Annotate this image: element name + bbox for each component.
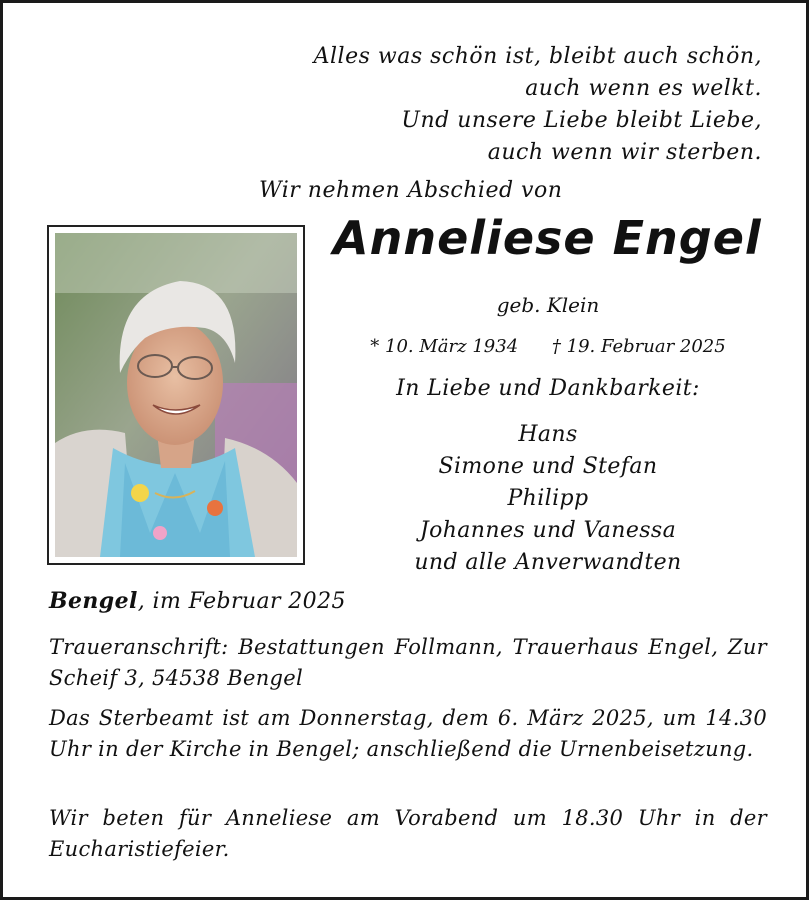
portrait-photo-frame <box>47 225 305 565</box>
life-dates <box>323 336 773 357</box>
place-town: Bengel <box>49 588 138 614</box>
poem <box>314 41 762 169</box>
birth-date: * 10. März 1934 <box>370 336 519 357</box>
place-date: , im Februar 2025 <box>137 589 346 614</box>
poem-line: Und unsere Liebe bleibt Liebe, <box>401 108 762 133</box>
place-and-date <box>49 588 346 614</box>
mourning-address: Traueranschrift: Bestattungen Follmann, Trauerhaus Engel, Zur Scheif 3, 54538 Bengel <box>49 635 767 690</box>
mourner: Johannes und Vanessa <box>419 518 677 543</box>
mourner: Philipp <box>507 486 589 511</box>
mourner: und alle Anverwandten <box>414 550 682 575</box>
requiem-info: Das Sterbeamt ist am Donnerstag, dem 6. März 2025, um 14.30 Uhr in der Kirche in Bengel; anschließend die Urnenbeisetzung. <box>49 706 767 761</box>
poem-line: auch wenn wir sterben. <box>487 140 762 165</box>
deceased-name: Anneliese Engel <box>333 211 762 265</box>
farewell-intro: Wir nehmen Abschied von <box>259 178 563 203</box>
thanks-heading: In Liebe und Dankbarkeit: <box>396 376 700 401</box>
prayer-info: Wir beten für Anneliese am Vorabend um 18.30 Uhr in der Eucharistiefeier. <box>49 806 767 861</box>
mourners-list <box>323 419 773 579</box>
portrait-photo <box>55 233 297 557</box>
poem-line: auch wenn es welkt. <box>525 76 762 101</box>
maiden-name: geb. Klein <box>496 293 600 317</box>
death-date: † 19. Februar 2025 <box>551 336 726 357</box>
mourner: Simone und Stefan <box>438 454 658 479</box>
poem-line: Alles was schön ist, bleibt auch schön, <box>313 44 762 69</box>
mourner: Hans <box>518 422 578 447</box>
